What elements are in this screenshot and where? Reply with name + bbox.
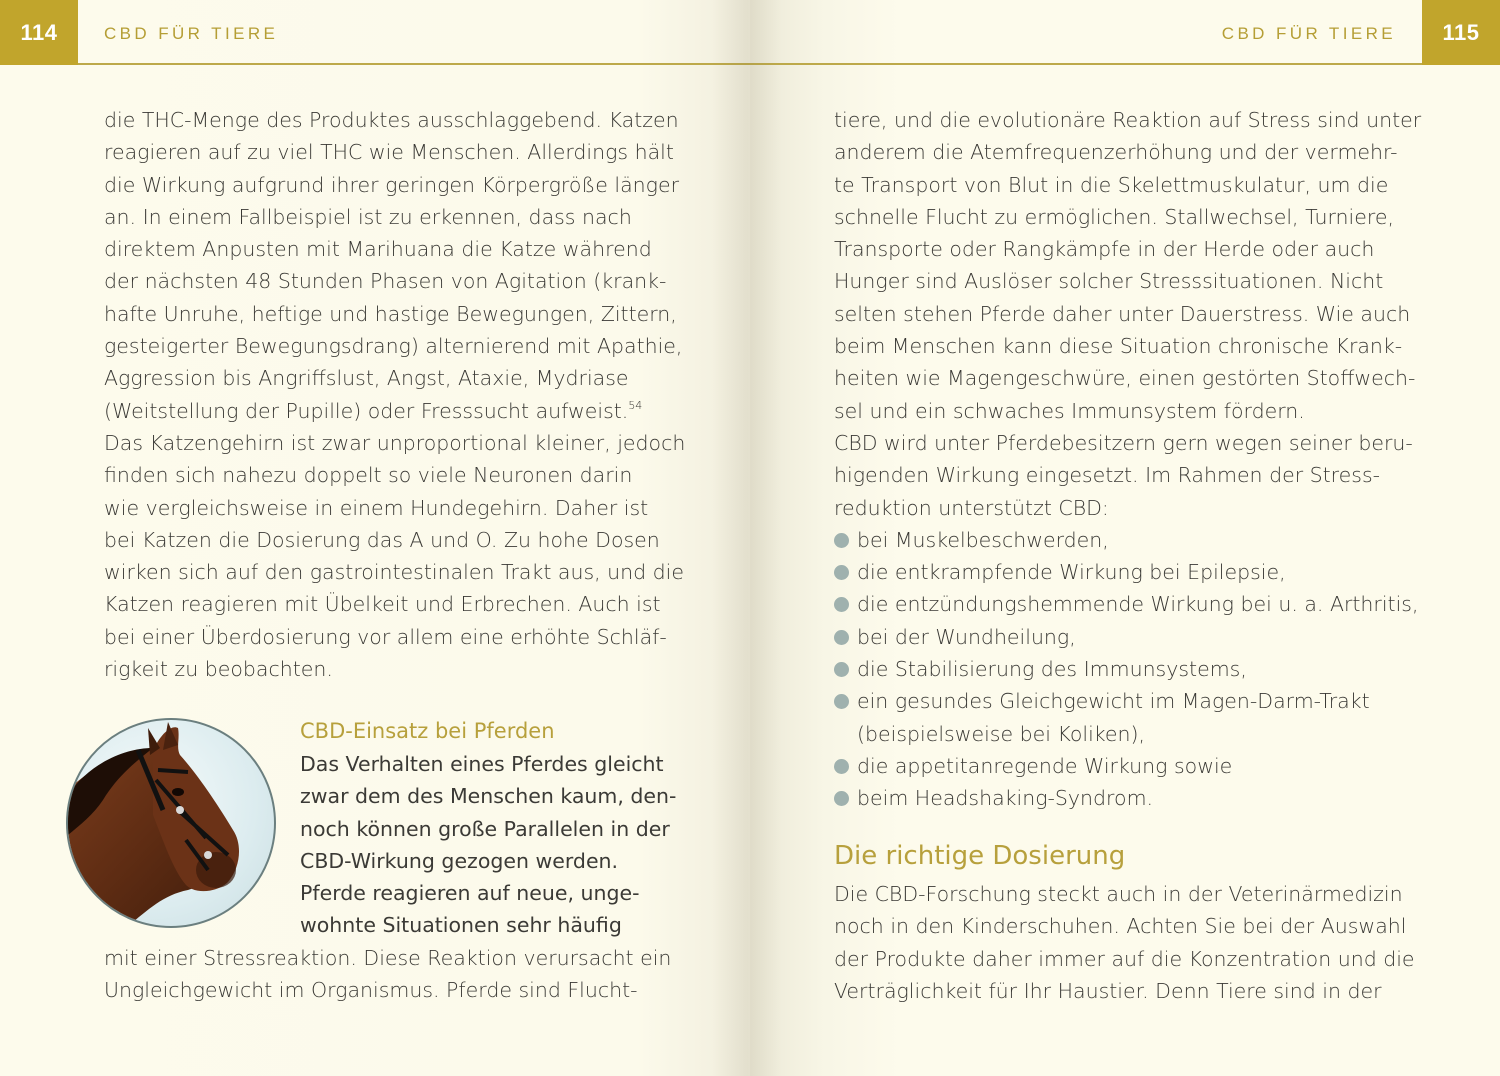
text-line: Ungleichgewicht im Organismus. Pferde sind Flucht- (104, 978, 638, 1003)
text-line: anderem die Atemfrequenzerhöhung und der vermehr- (834, 140, 1398, 165)
body-paragraph (834, 104, 1434, 815)
page-number: 114 (0, 0, 78, 65)
header-rule (78, 63, 750, 65)
text-line: die THC-Menge des Produktes ausschlaggebend. Katzen (104, 108, 679, 132)
text-line: wie vergleichsweise in einem Hundegehirn. Daher ist (104, 495, 649, 520)
footnote-ref[interactable]: 54 (628, 398, 643, 412)
bullet-icon (834, 565, 849, 580)
text-line: schnelle Flucht zu ermöglichen. Stallwechsel, Turniere, (834, 204, 1394, 229)
text-line: direktem Anpusten mit Marihuana die Katze während (104, 237, 652, 262)
header-rule (750, 63, 1422, 65)
horse-head-illustration (66, 718, 276, 928)
text-line: Katzen reagieren mit Übelkeit und Erbrechen. Auch ist (104, 592, 661, 617)
bullet-list (834, 524, 1434, 815)
text-line: Verträglichkeit für Ihr Haustier. Denn Tiere sind in der (834, 978, 1382, 1003)
text-line: Hunger sind Auslöser solcher Stresssituationen. Nicht (834, 269, 1384, 294)
text-line: noch in den Kinderschuhen. Achten Sie bei der Auswahl (834, 914, 1407, 939)
text-line: rigkeit zu beobachten. (104, 657, 333, 682)
text-line: mit einer Stressreaktion. Diese Reaktion verursacht ein (104, 946, 672, 970)
body-paragraph (834, 878, 1434, 1007)
text-line: CBD wird unter Pferdebesitzern gern wegen seiner beru- (834, 430, 1413, 455)
text-line: Pferde reagieren auf neue, unge- (300, 881, 640, 906)
bullet-icon (834, 662, 849, 677)
text-line: (beispielsweise bei Koliken), (857, 721, 1146, 746)
horse-icon (68, 720, 274, 926)
section-heading: CBD-Einsatz bei Pferden (300, 719, 555, 743)
text-line: wohnte Situationen sehr häufig (300, 913, 622, 938)
text-line: reduktion unterstützt CBD: (834, 495, 1109, 520)
text-line: die Wirkung aufgrund ihrer geringen Körpergröße länger (104, 172, 680, 197)
text-line: bei Katzen die Dosierung das A und O. Zu hohe Dosen (104, 527, 660, 552)
text-line-with-footnote (104, 395, 674, 427)
text-line: noch können große Parallelen in der (300, 816, 670, 841)
text-line: bei einer Überdosierung vor allem eine erhöhte Schläf- (104, 624, 667, 649)
text-line: der nächsten 48 Stunden Phasen von Agitation (krank- (104, 269, 667, 294)
list-item (834, 653, 1434, 685)
running-head: CBD FÜR TIERE (104, 24, 279, 43)
text-line: Das Verhalten eines Pferdes gleicht (300, 752, 664, 776)
text-line: beim Headshaking-Syndrom. (857, 786, 1154, 811)
list-item (834, 750, 1434, 782)
book-gutter (712, 0, 782, 1076)
text-line: die appetitanregende Wirkung sowie (857, 753, 1233, 778)
text-line: die entkrampfende Wirkung bei Epilepsie, (857, 560, 1286, 585)
list-item (834, 621, 1434, 653)
text-line: an. In einem Fallbeispiel ist zu erkennen, dass nach (104, 204, 632, 229)
text-line: die entzündungshemmende Wirkung bei u. a. Arthritis, (857, 592, 1419, 617)
text-line: selten stehen Pferde daher unter Dauerstress. Wie auch (834, 301, 1411, 326)
text-line: hafte Unruhe, heftige und hastige Bewegungen, Zittern, (104, 301, 677, 326)
bullet-icon (834, 694, 849, 709)
text-line: bei der Wundheilung, (857, 624, 1076, 649)
text-line: gesteigerter Bewegungsdrang) alternierend mit Apathie, (104, 334, 683, 359)
bullet-icon (834, 791, 849, 806)
text-line: sel und ein schwaches Immunsystem fördern. (834, 398, 1305, 423)
right-page (750, 0, 1500, 1076)
text-line: reagieren auf zu viel THC wie Menschen. Allerdings hält (104, 140, 674, 165)
list-item (834, 685, 1434, 750)
text-line: Aggression bis Angriffslust, Angst, Ataxie, Mydriase (104, 366, 629, 391)
text-line: zwar dem des Menschen kaum, den- (300, 784, 677, 809)
text-line: die Stabilisierung des Immunsystems, (857, 657, 1247, 682)
running-head: CBD FÜR TIERE (1221, 24, 1396, 43)
text-line: Die CBD-Forschung steckt auch in der Veterinärmedizin (834, 882, 1403, 906)
list-item (834, 524, 1434, 556)
text-line: higenden Wirkung eingesetzt. Im Rahmen der Stress- (834, 463, 1381, 488)
body-paragraph (104, 104, 686, 685)
list-item (834, 556, 1434, 588)
body-paragraph (104, 942, 674, 1007)
text-line: ein gesundes Gleichgewicht im Magen-Darm-Trakt (857, 689, 1370, 714)
text-line: heiten wie Magengeschwüre, einen gestörten Stoffwech- (834, 366, 1416, 391)
page-number: 115 (1422, 0, 1500, 65)
list-item (834, 782, 1434, 814)
section-heading: Die richtige Dosierung (834, 841, 1126, 871)
text-line: te Transport von Blut in die Skelettmuskulatur, um die (834, 172, 1389, 197)
text-line: beim Menschen kann diese Situation chronische Krank- (834, 334, 1403, 359)
horse-paragraph (300, 748, 680, 942)
text-line: wirken sich auf den gastrointestinalen Trakt aus, und die (104, 560, 684, 585)
bullet-icon (834, 630, 849, 645)
text-line: der Produkte daher immer auf die Konzentration und die (834, 946, 1415, 971)
text-line: finden sich nahezu doppelt so viele Neuronen darin (104, 463, 633, 488)
text-line: CBD-Wirkung gezogen werden. (300, 848, 619, 873)
text-line: Das Katzengehirn ist zwar unproportional kleiner, jedoch (104, 430, 686, 455)
bullet-icon (834, 533, 849, 548)
bullet-icon (834, 759, 849, 774)
text-line: Transporte oder Rangkämpfe in der Herde oder auch (834, 237, 1375, 262)
list-item (834, 588, 1434, 620)
horse-section (300, 714, 680, 942)
bullet-icon (834, 597, 849, 612)
text-line: bei Muskelbeschwerden, (857, 527, 1109, 552)
text-line: tiere, und die evolutionäre Reaktion auf Stress sind unter (834, 108, 1422, 132)
text-line: (Weitstellung der Pupille) oder Fresssucht aufweist. (104, 398, 629, 423)
